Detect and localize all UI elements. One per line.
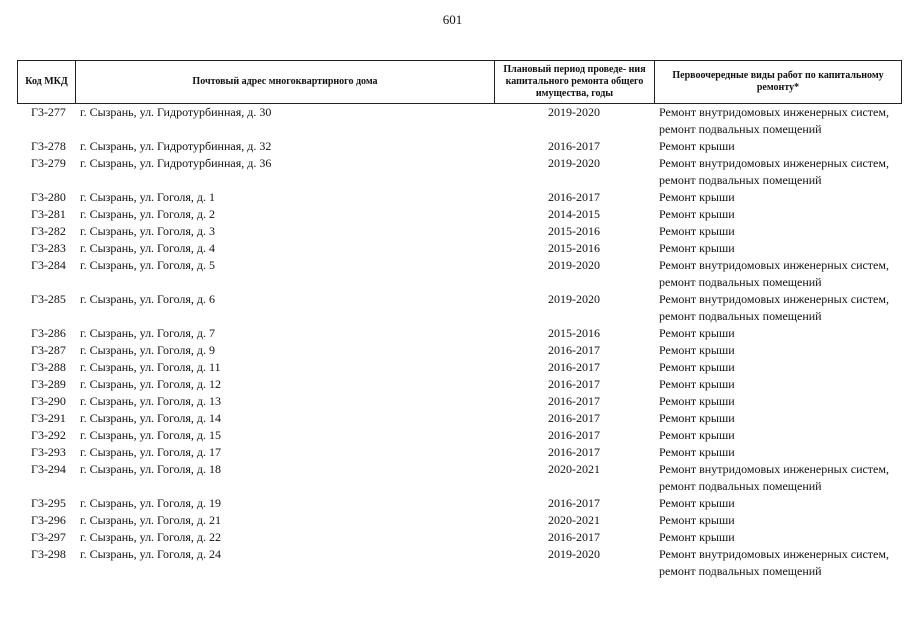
table-row <box>17 240 902 257</box>
row-work: Ремонт крыши <box>659 190 735 204</box>
row-address: г. Сызрань, ул. Гоголя, д. 14 <box>80 411 222 425</box>
row-work: Ремонт крыши <box>659 445 735 459</box>
row-work: Ремонт крыши <box>659 428 735 442</box>
table-row <box>17 291 902 325</box>
header-period: Плановый период проведе- ния капитального ремонта общего имущества, годы <box>494 61 654 103</box>
table-row <box>17 427 902 444</box>
row-code: Г3-287 <box>31 343 66 357</box>
row-work: Ремонт крыши <box>659 139 735 153</box>
row-address: г. Сызрань, ул. Гоголя, д. 6 <box>80 292 216 306</box>
row-code: Г3-288 <box>31 360 66 374</box>
row-period: 2016-2017 <box>548 428 600 442</box>
table-row <box>17 529 902 546</box>
row-work: Ремонт крыши <box>659 360 735 374</box>
row-period: 2016-2017 <box>548 530 600 544</box>
table-row <box>17 189 902 206</box>
row-period: 2016-2017 <box>548 360 600 374</box>
row-period: 2019-2020 <box>548 292 600 306</box>
row-address: г. Сызрань, ул. Гоголя, д. 9 <box>80 343 216 357</box>
table-body <box>17 104 902 580</box>
table-row <box>17 342 902 359</box>
row-code: Г3-282 <box>31 224 66 238</box>
table-row <box>17 512 902 529</box>
row-code: Г3-289 <box>31 377 66 391</box>
row-code: Г3-280 <box>31 190 66 204</box>
row-period: 2019-2020 <box>548 156 600 170</box>
table-row <box>17 495 902 512</box>
table-row <box>17 546 902 580</box>
row-address: г. Сызрань, ул. Гоголя, д. 18 <box>80 462 222 476</box>
row-address: г. Сызрань, ул. Гидротурбинная, д. 36 <box>80 156 272 170</box>
table-row <box>17 325 902 342</box>
row-code: Г3-295 <box>31 496 66 510</box>
row-address: г. Сызрань, ул. Гоголя, д. 4 <box>80 241 216 255</box>
row-period: 2019-2020 <box>548 105 600 119</box>
row-code: Г3-293 <box>31 445 66 459</box>
table-row <box>17 376 902 393</box>
row-period: 2016-2017 <box>548 190 600 204</box>
row-work: Ремонт крыши <box>659 207 735 221</box>
page-number: 601 <box>442 12 463 27</box>
row-work: Ремонт крыши <box>659 241 735 255</box>
row-address: г. Сызрань, ул. Гидротурбинная, д. 30 <box>80 105 272 119</box>
header-address: Почтовый адрес многоквартирного дома <box>75 61 494 103</box>
row-code: Г3-286 <box>31 326 66 340</box>
row-period: 2016-2017 <box>548 343 600 357</box>
row-address: г. Сызрань, ул. Гоголя, д. 19 <box>80 496 222 510</box>
row-code: Г3-277 <box>31 105 66 119</box>
row-period: 2016-2017 <box>548 496 600 510</box>
row-work: Ремонт крыши <box>659 513 735 527</box>
row-period: 2016-2017 <box>548 411 600 425</box>
row-code: Г3-279 <box>31 156 66 170</box>
row-address: г. Сызрань, ул. Гоголя, д. 1 <box>80 190 216 204</box>
row-code: Г3-296 <box>31 513 66 527</box>
row-address: г. Сызрань, ул. Гоголя, д. 7 <box>80 326 216 340</box>
row-address: г. Сызрань, ул. Гоголя, д. 2 <box>80 207 216 221</box>
row-address: г. Сызрань, ул. Гоголя, д. 21 <box>80 513 222 527</box>
row-address: г. Сызрань, ул. Гоголя, д. 3 <box>80 224 216 238</box>
row-address: г. Сызрань, ул. Гоголя, д. 13 <box>80 394 222 408</box>
row-period: 2019-2020 <box>548 547 600 561</box>
row-work: Ремонт крыши <box>659 224 735 238</box>
row-period: 2015-2016 <box>548 241 600 255</box>
row-work: Ремонт внутридомовых инженерных систем, ремонт подвальных помещений <box>659 462 889 493</box>
row-work: Ремонт крыши <box>659 326 735 340</box>
row-work: Ремонт внутридомовых инженерных систем, ремонт подвальных помещений <box>659 258 889 289</box>
row-period: 2015-2016 <box>548 224 600 238</box>
table-row <box>17 359 902 376</box>
row-code: Г3-297 <box>31 530 66 544</box>
row-period: 2016-2017 <box>548 139 600 153</box>
row-work: Ремонт крыши <box>659 411 735 425</box>
row-period: 2019-2020 <box>548 258 600 272</box>
row-code: Г3-281 <box>31 207 66 221</box>
table-row <box>17 257 902 291</box>
row-address: г. Сызрань, ул. Гоголя, д. 5 <box>80 258 216 272</box>
table-row <box>17 444 902 461</box>
row-address: г. Сызрань, ул. Гоголя, д. 11 <box>80 360 221 374</box>
row-address: г. Сызрань, ул. Гидротурбинная, д. 32 <box>80 139 272 153</box>
row-code: Г3-283 <box>31 241 66 255</box>
row-address: г. Сызрань, ул. Гоголя, д. 17 <box>80 445 222 459</box>
row-period: 2016-2017 <box>548 394 600 408</box>
row-work: Ремонт крыши <box>659 496 735 510</box>
row-address: г. Сызрань, ул. Гоголя, д. 15 <box>80 428 222 442</box>
row-work: Ремонт внутридомовых инженерных систем, ремонт подвальных помещений <box>659 156 889 187</box>
row-code: Г3-298 <box>31 547 66 561</box>
row-work: Ремонт внутридомовых инженерных систем, ремонт подвальных помещений <box>659 292 889 323</box>
repair-table <box>17 60 902 580</box>
row-period: 2020-2021 <box>548 462 600 476</box>
row-work: Ремонт крыши <box>659 394 735 408</box>
row-period: 2016-2017 <box>548 377 600 391</box>
row-work: Ремонт внутридомовых инженерных систем, ремонт подвальных помещений <box>659 547 889 578</box>
row-period: 2015-2016 <box>548 326 600 340</box>
table-row <box>17 104 902 138</box>
table-row <box>17 155 902 189</box>
row-period: 2014-2015 <box>548 207 600 221</box>
table-row <box>17 410 902 427</box>
row-code: Г3-290 <box>31 394 66 408</box>
row-code: Г3-292 <box>31 428 66 442</box>
row-code: Г3-285 <box>31 292 66 306</box>
row-address: г. Сызрань, ул. Гоголя, д. 24 <box>80 547 222 561</box>
table-row <box>17 138 902 155</box>
row-period: 2016-2017 <box>548 445 600 459</box>
row-address: г. Сызрань, ул. Гоголя, д. 12 <box>80 377 222 391</box>
row-code: Г3-278 <box>31 139 66 153</box>
table-header <box>17 61 902 104</box>
header-works: Первоочередные виды работ по капитальному ремонту* <box>654 61 902 103</box>
row-work: Ремонт крыши <box>659 343 735 357</box>
row-code: Г3-294 <box>31 462 66 476</box>
row-code: Г3-291 <box>31 411 66 425</box>
row-code: Г3-284 <box>31 258 66 272</box>
row-address: г. Сызрань, ул. Гоголя, д. 22 <box>80 530 222 544</box>
table-row <box>17 461 902 495</box>
row-work: Ремонт внутридомовых инженерных систем, ремонт подвальных помещений <box>659 105 889 136</box>
row-work: Ремонт крыши <box>659 530 735 544</box>
row-work: Ремонт крыши <box>659 377 735 391</box>
table-row <box>17 206 902 223</box>
header-code: Код МКД <box>17 61 75 103</box>
table-row <box>17 393 902 410</box>
row-period: 2020-2021 <box>548 513 600 527</box>
table-row <box>17 223 902 240</box>
